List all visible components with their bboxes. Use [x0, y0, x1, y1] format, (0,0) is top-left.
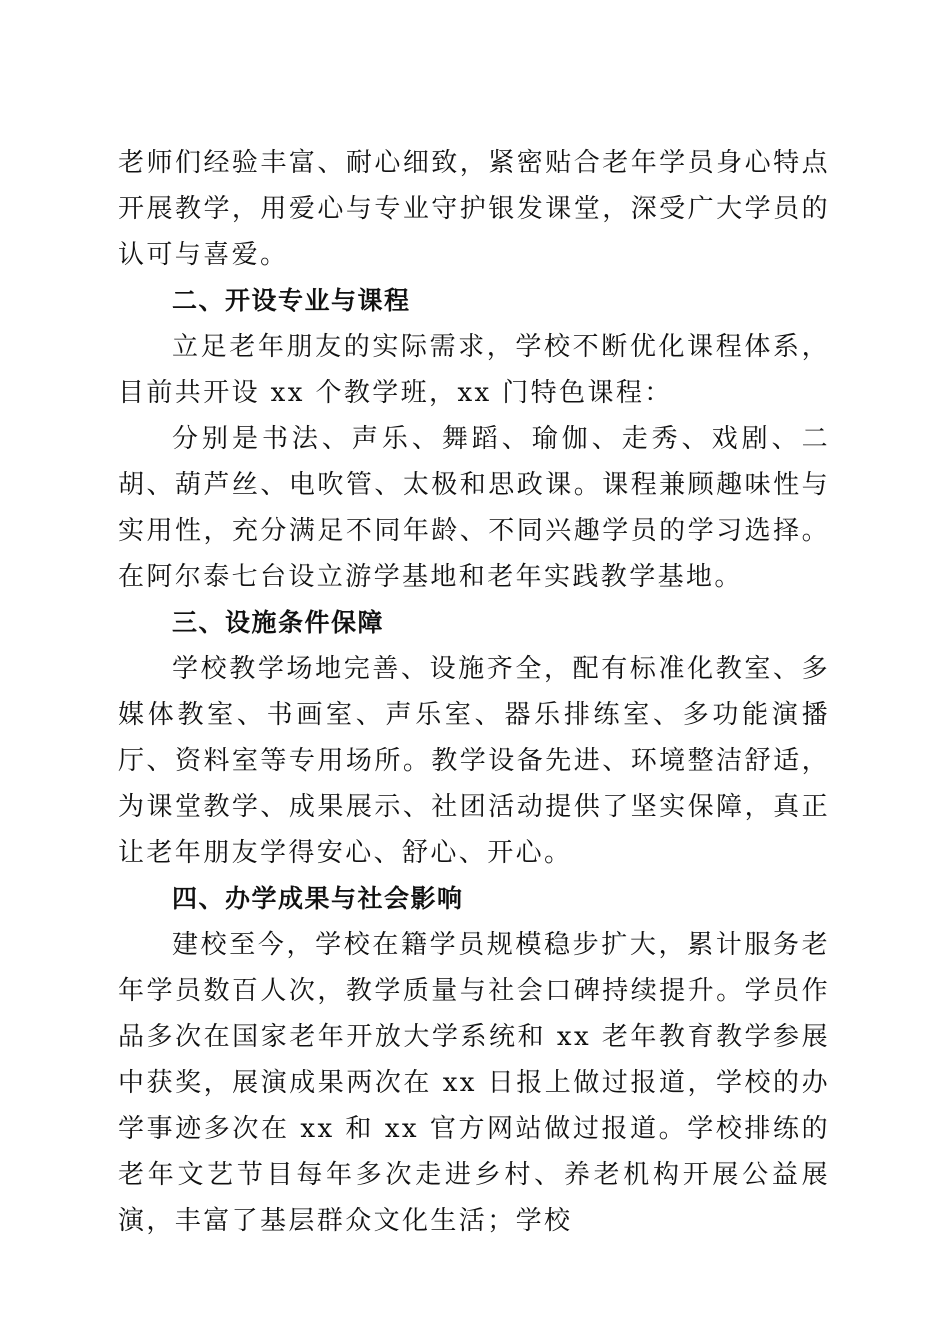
courses-paragraph-list: 分别是书法、声乐、舞蹈、瑜伽、走秀、戏剧、二胡、葫芦丝、电吹管、太极和思政课。课程兼顾趣味性与实用性，充分满足不同年龄、不同兴趣学员的学习选择。在阿尔泰七台设立游学基地和老年实践教学基地。 [118, 424, 830, 592]
section-heading-achievements: 四、办学成果与社会影响 [172, 884, 464, 913]
section-heading-courses: 二、开设专业与课程 [172, 286, 411, 315]
achievements-paragraph: 建校至今，学校在籍学员规模稳步扩大，累计服务老年学员数百人次，教学质量与社会口碑持续提升。学员作品多次在国家老年开放大学系统和 xx 老年教育教学参展中获奖，展演成果两次在 xx 日报上做过报道，学校的办学事迹多次在 xx 和 xx 官方网站做过报道。学校排练的老年文艺节目每年多次走进乡村、养老机构开展公益展演，丰富了基层群众文化生活；学校 [118, 930, 830, 1236]
facilities-paragraph: 学校教学场地完善、设施齐全，配有标准化教室、多媒体教室、书画室、声乐室、器乐排练室、多功能演播厅、资料室等专用场所。教学设备先进、环境整洁舒适，为课堂教学、成果展示、社团活动提供了坚实保障，真正让老年朋友学得安心、舒心、开心。 [118, 654, 830, 868]
continued-paragraph: 老师们经验丰富、耐心细致，紧密贴合老年学员身心特点开展教学，用爱心与专业守护银发课堂，深受广大学员的认可与喜爱。 [118, 148, 830, 270]
document-body [118, 140, 830, 1244]
courses-paragraph-intro: 立足老年朋友的实际需求，学校不断优化课程体系，目前共开设 xx 个教学班，xx 门特色课程： [118, 332, 830, 408]
section-heading-facilities: 三、设施条件保障 [172, 608, 385, 637]
